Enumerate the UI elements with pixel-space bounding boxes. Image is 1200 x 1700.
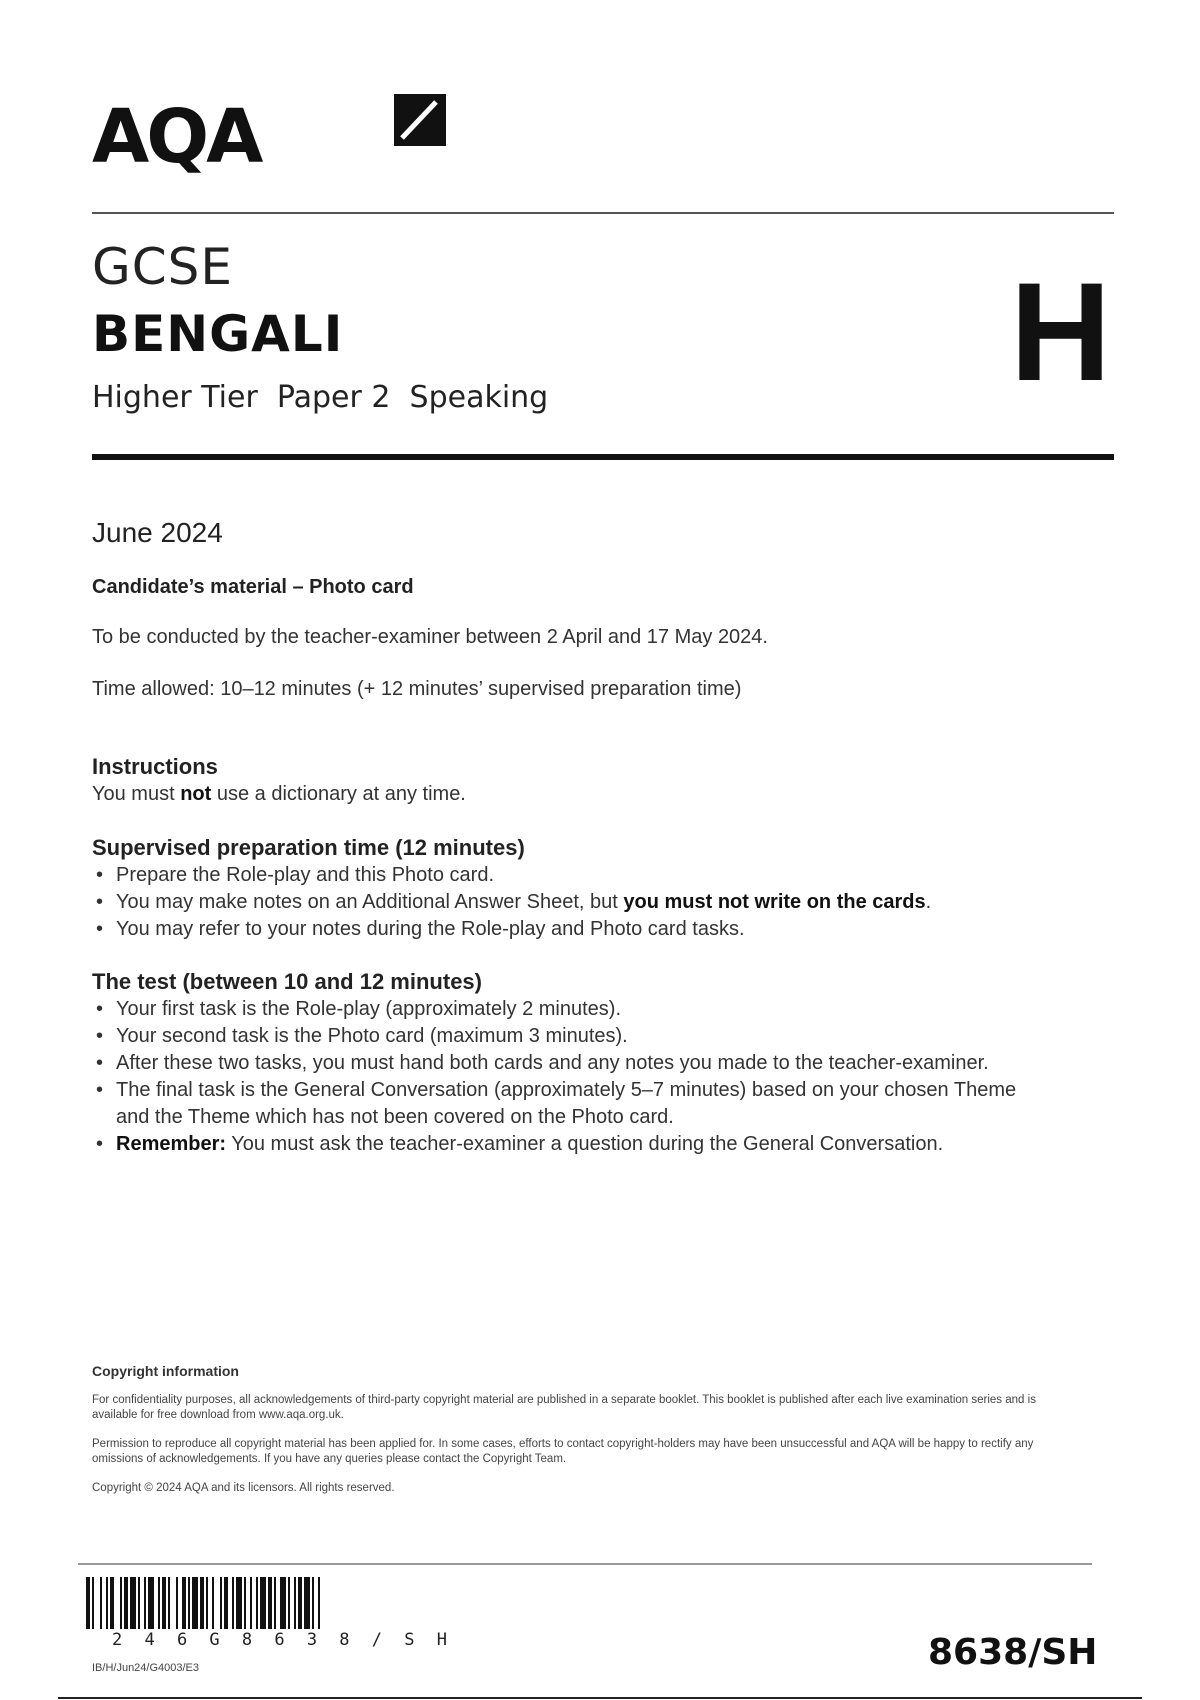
barcode-bar — [130, 1577, 136, 1629]
barcode-bar — [318, 1577, 320, 1629]
copyright-block — [92, 1363, 1072, 1510]
preparation-heading: Supervised preparation time (12 minutes) — [92, 835, 525, 860]
barcode-bar — [110, 1577, 114, 1629]
instructions-section — [92, 753, 1112, 807]
test-heading: The test (between 10 and 12 minutes) — [92, 969, 482, 994]
barcode-bar — [232, 1577, 234, 1629]
barcode-bar — [124, 1577, 128, 1629]
barcode-bar — [100, 1577, 102, 1629]
barcode-bar — [138, 1577, 140, 1629]
page-bottom-rule — [58, 1697, 1142, 1699]
header-bottom-rule — [92, 454, 1114, 460]
copyright-paragraph: Permission to reproduce all copyright material has been applied for. In some cases, efforts to contact copyright-holders may have been unsuccessful and AQA will be happy to rectify any omissions of acknowledgements. If you have any queries please contact the Copyright Team. — [92, 1438, 1034, 1465]
barcode-bar — [294, 1577, 296, 1629]
tier-letter: H — [1010, 253, 1112, 410]
barcode-bar — [162, 1577, 166, 1629]
barcode-bar — [288, 1577, 290, 1629]
instructions-line: You must not use a dictionary at any time. — [92, 783, 466, 805]
barcode-bar — [274, 1577, 276, 1629]
barcode-number: 2 4 6 G 8 6 3 8 / S H — [112, 1630, 453, 1650]
barcode-bar — [192, 1577, 198, 1629]
material-label: Candidate’s material – Photo card — [92, 576, 414, 598]
exam-date: June 2024 — [92, 517, 223, 548]
tier-paper-line: Higher Tier Paper 2 Speaking — [92, 380, 549, 415]
barcode-bar — [256, 1577, 258, 1629]
logo-text: AQA — [92, 94, 261, 180]
copyright-paragraph: Copyright © 2024 AQA and its licensors. All rights reserved. — [92, 1482, 395, 1494]
barcode-bar — [250, 1577, 252, 1629]
barcode-bar — [188, 1577, 190, 1629]
barcode-bar — [168, 1577, 170, 1629]
barcode-bar — [206, 1577, 208, 1629]
paper-code: 8638/SH — [928, 1632, 1098, 1673]
barcode-bar — [148, 1577, 154, 1629]
barcode-bar — [304, 1577, 310, 1629]
barcode-bar — [260, 1577, 266, 1629]
qualification-title: GCSE — [92, 238, 233, 296]
barcode-bar — [268, 1577, 272, 1629]
reference-code: IB/H/Jun24/G4003/E3 — [92, 1662, 200, 1674]
list-item: • Your first task is the Role-play (approximately 2 minutes). — [92, 996, 1112, 1023]
aqa-logo — [92, 84, 392, 184]
barcode-bar — [236, 1577, 242, 1629]
list-item: • After these two tasks, you must hand both cards and any notes you made to the teacher-examiner. — [92, 1050, 1112, 1077]
header-top-rule — [92, 212, 1114, 214]
barcode-bar — [120, 1577, 122, 1629]
barcode-bar — [86, 1577, 90, 1629]
barcode-bar — [106, 1577, 108, 1629]
list-item: • Prepare the Role-play and this Photo card. — [92, 862, 1112, 889]
barcode-bar — [212, 1577, 214, 1629]
conducted-text: To be conducted by the teacher-examiner between 2 April and 17 May 2024. — [92, 626, 768, 648]
test-list — [92, 996, 1112, 1158]
list-item: • You may make notes on an Additional Answer Sheet, but you must not write on the cards. — [92, 889, 1112, 916]
instructions-heading: Instructions — [92, 754, 218, 779]
barcode-bar — [224, 1577, 228, 1629]
barcode-bar — [182, 1577, 186, 1629]
time-allowed-text: Time allowed: 10–12 minutes (+ 12 minutes’ supervised preparation time) — [92, 678, 742, 700]
barcode-bar — [280, 1577, 286, 1629]
copyright-heading: Copyright information — [92, 1363, 239, 1379]
barcode-bar — [220, 1577, 222, 1629]
barcode-bar — [244, 1577, 246, 1629]
subject-title: BENGALI — [92, 305, 344, 363]
list-item: • The final task is the General Conversation (approximately 5–7 minutes) based on your chosen Theme and the Theme which has not been covered on the Photo card. — [92, 1077, 1052, 1131]
list-item: • Remember: You must ask the teacher-examiner a question during the General Conversation. — [92, 1131, 1112, 1158]
preparation-section — [92, 834, 1112, 943]
barcode-bar — [144, 1577, 146, 1629]
preparation-list — [92, 862, 1112, 943]
footer-rule — [78, 1563, 1092, 1565]
barcode-bar — [158, 1577, 160, 1629]
barcode-bar — [92, 1577, 94, 1629]
copyright-paragraph: For confidentiality purposes, all acknowledgements of third-party copyright material are published in a separate booklet. This booklet is published after each live examination series and is available for free download from www.aqa.org.uk. — [92, 1394, 1036, 1421]
list-item: • You may refer to your notes during the Role-play and Photo card tasks. — [92, 916, 1112, 943]
test-section — [92, 968, 1112, 1158]
aqa-leaf-mark-icon — [298, 88, 448, 158]
list-item: • Your second task is the Photo card (maximum 3 minutes). — [92, 1023, 1112, 1050]
barcode — [86, 1577, 442, 1629]
barcode-bar — [200, 1577, 204, 1629]
barcode-bar — [298, 1577, 302, 1629]
barcode-bar — [176, 1577, 178, 1629]
barcode-bar — [312, 1577, 314, 1629]
